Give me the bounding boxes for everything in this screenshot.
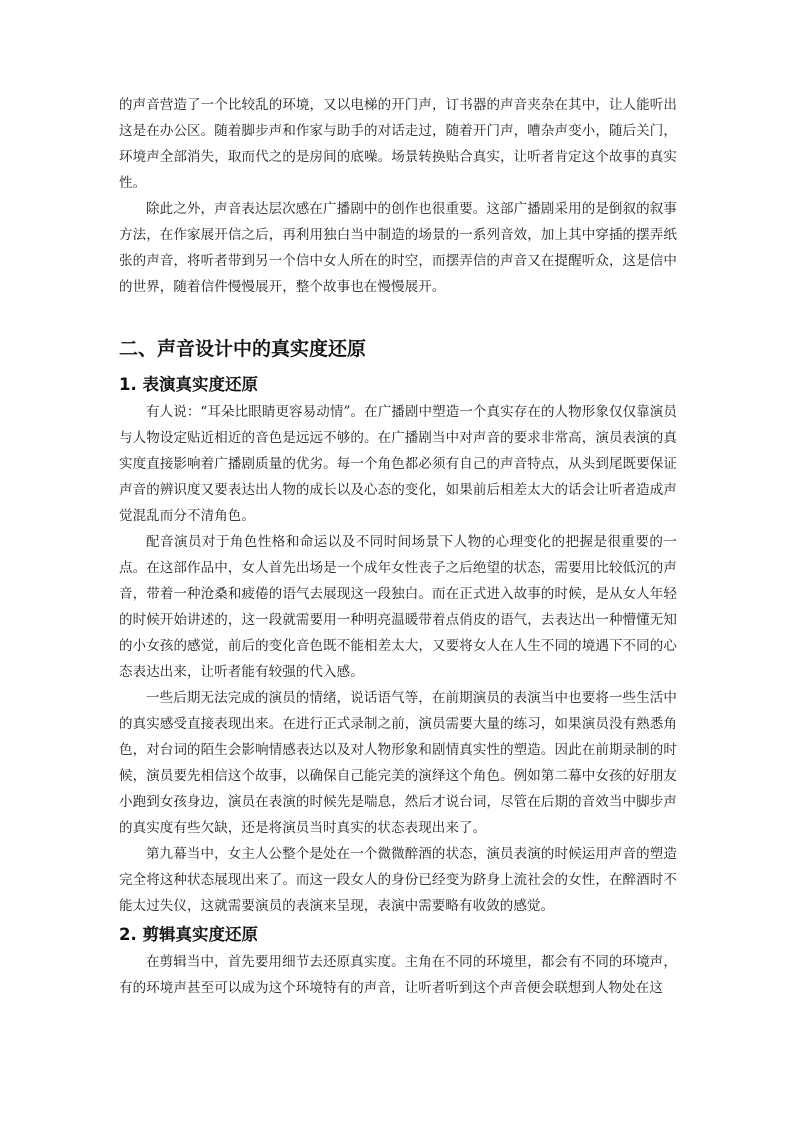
section-title: 二、声音设计中的真实度还原 xyxy=(119,338,367,360)
subsection-2-title: 2. 剪辑真实度还原 xyxy=(119,925,258,944)
subsection-1-paragraph-1: 有人说：“耳朵比眼睛更容易动情”。在广播剧中塑造一个真实存在的人物形象仅仅靠演员与人物设定贴近相近的音色是远远不够的。在广播剧当中对声音的要求非常高，演员表演的真实度直接影响着广播剧质量的优劣。每一个角色都必须有自己的声音特点，从头到尾既要保证声音的辨识度又要表达出人物的成长以及心态的变化，如果前后相差太大的话会让听者造成声觉混乱而分不清角色。 xyxy=(119,404,677,524)
subsection-1-paragraph-4: 第九幕当中，女主人公整个是处在一个微微醉酒的状态，演员表演的时候运用声音的塑造完全将这种状态展现出来了。而这一段女人的身份已经变为跻身上流社会的女性，在醉酒时不能太过失仪，这就需要演员的表演来呈现，表演中需要略有收敛的感觉。 xyxy=(119,846,677,914)
subsection-1-paragraph-2: 配音演员对于角色性格和命运以及不同时间场景下人物的心理变化的把握是很重要的一点。在这部作品中，女人首先出场是一个成年女性丧子之后绝望的状态，需要用比较低沉的声音，带着一种沧桑和疲倦的语气去展现这一段独白。而在正式进入故事的时候，是从女人年轻的时候开始讲述的，这一段就需要用一种明亮温暖带着点俏皮的语气，去表达出一种懵懂无知的小女孩的感觉，前后的变化音色既不能相差太大，又要将女人在人生不同的境遇下不同的心态表达出来，让听者能有较强的代入感。 xyxy=(119,534,677,680)
subsection-1-paragraph-3: 一些后期无法完成的演员的情绪，说话语气等，在前期演员的表演当中也要将一些生活中的真实感受直接表现出来。在进行正式录制之前，演员需要大量的练习，如果演员没有熟悉角色，对台词的陌生会影响情感表达以及对人物形象和剧情真实性的塑造。因此在前期录制的时候，演员要先相信这个故事，以确保自己能完美的演绎这个角色。例如第二幕中女孩的好朋友小跑到女孩身边，演员在表演的时候先是喘息，然后才说台词，尽管在后期的音效当中脚步声的真实度有些欠缺，还是将演员当时真实的状态表现出来了。 xyxy=(119,690,677,836)
subsection-2-paragraph-1: 在剪辑当中，首先要用细节去还原真实度。主角在不同的环境里，都会有不同的环境声，有的环境声甚至可以成为这个环境特有的声音，让听者听到这个声音便会联想到人物处在这 xyxy=(119,954,677,996)
paragraph-intro-1: 的声音营造了一个比较乱的环境，又以电梯的开门声，订书器的声音夹杂在其中，让人能听出这是在办公区。随着脚步声和作家与助手的对话走过，随着开门声，嘈杂声变小，随后关门，环境声全部消失，取而代之的是房间的底噪。场景转换贴合真实，让听者肯定这个故事的真实性。 xyxy=(119,97,677,191)
document-page xyxy=(119,92,677,1001)
subsection-1-title: 1. 表演真实度还原 xyxy=(119,375,258,394)
paragraph-intro-2: 除此之外，声音表达层次感在广播剧中的创作也很重要。这部广播剧采用的是倒叙的叙事方法，在作家展开信之后，再利用独白当中制造的场景的一系列音效，加上其中穿插的摆弄纸张的声音，将听者带到另一个信中女人所在的时空，而摆弄信的声音又在提醒听众，这是信中的世界，随着信件慢慢展开，整个故事也在慢慢展开。 xyxy=(119,201,677,295)
